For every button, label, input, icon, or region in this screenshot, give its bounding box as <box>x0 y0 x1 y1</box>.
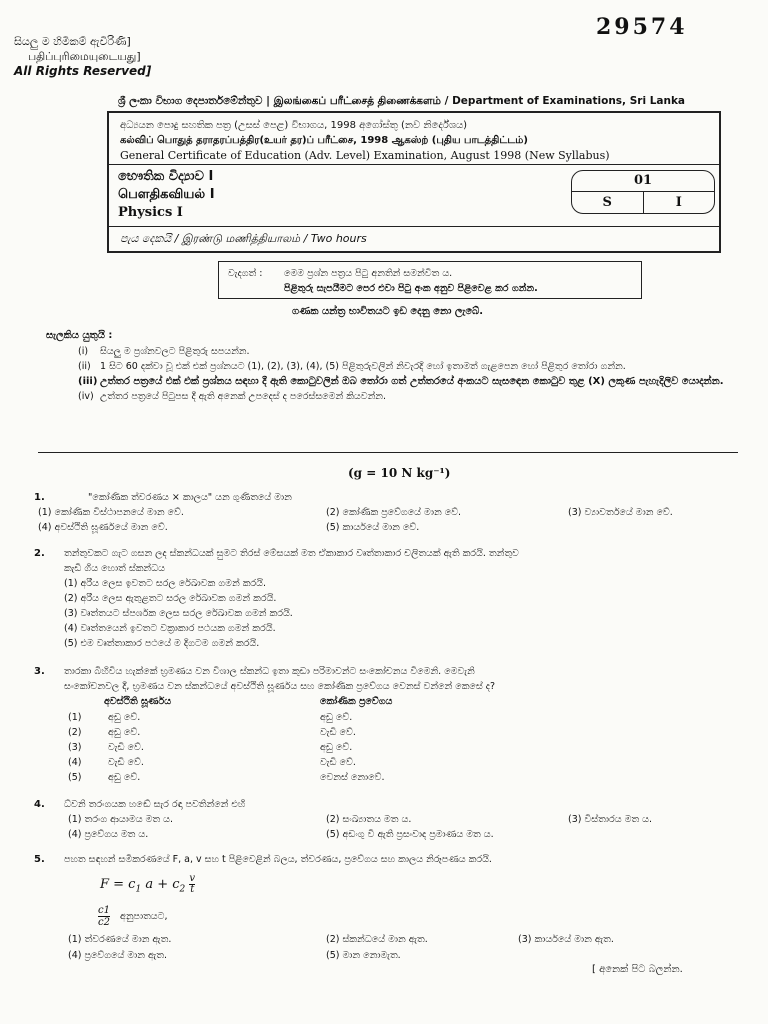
answer-option: (4) අවස්ථිති ඝූර්ණයේ මාන වේ. <box>38 522 168 533</box>
ratio <box>98 905 168 928</box>
ratio-denominator: c2 <box>98 917 110 928</box>
instruction-num: (ii) <box>78 361 91 372</box>
answer-option: (5) එම වෘත්තාකාර පථයේ ම දිගටම ගමන් කරයි. <box>64 638 260 649</box>
instruction-item <box>78 344 738 359</box>
equation-lhs: F = c <box>100 877 136 892</box>
question-number: 3. <box>34 666 45 677</box>
rights-notice <box>14 34 151 79</box>
exam-title-english: General Certificate of Education (Adv. Level) Examination, August 1998 (New Syllabus) <box>120 149 610 162</box>
subject-code-right: I <box>675 195 682 210</box>
question-stem-line-2: සංකෝචනවල දී, භ්‍රමණය වන ස්කන්ධයේ අවස්ථිති ඝූර්ණය සහ කෝණික ප්‍රවේගය වෙනස් වන්නේ කෙසේ ද? <box>64 681 496 692</box>
subject-sinhala: භෞතික විද්‍යාව I <box>118 169 214 184</box>
duration: පැය දෙකයි / இரண்டு மணித்தியாலம் / Two hours <box>120 232 367 245</box>
row-number: (2) <box>68 727 82 738</box>
gravity-value: (g = 10 N kg⁻¹) <box>348 466 451 480</box>
column-header-angular-velocity: කෝණික ප්‍රවේගය <box>320 696 393 707</box>
answer-option: (5) කාර්යයේ මාන වේ. <box>326 522 420 533</box>
subject-english: Physics I <box>118 205 183 220</box>
question-stem: ධ්වනි තරංගයක හඬේ සැර රඳා පවතින්නේ එහි <box>64 799 246 810</box>
note-line-1: මෙම ප්‍රශ්න පත්‍රය පිටු අනතින් සමන්විත ය. <box>284 268 453 279</box>
important-note <box>228 266 538 296</box>
instruction-num: (iv) <box>78 391 94 402</box>
equation-fraction-top: v <box>189 873 196 884</box>
turn-over-note: [ අනෙක් පිට බලන්න. <box>592 964 683 975</box>
calculator-notice: ගණක යන්ත්‍ර භාවිතයට ඉඩ දෙනු නො ලැබේ. <box>292 306 484 317</box>
column-header-moment-of-inertia: අවස්ථිති ඝූර්ණය <box>104 696 172 707</box>
instruction-text: උත්තර පත්‍රයේ එක් එක් ප්‍රශ්නය සඳහා දී ඇති කොටුවලින් ඔබ තෝරා ගත් උත්තරයේ අංකයට සැසඳෙන කොටුව තුළ (X) ලකුණ පැහැදිලිව යොදන්න. <box>100 376 724 387</box>
paper-number: 29574 <box>596 14 688 40</box>
answer-option: (4) වෘත්තයෙන් ඉවතට වක්‍රාකාර පථයක ගමන් කරයි. <box>64 623 276 634</box>
note-line-2: පිළිතුරු සැපයීමට පෙර එවා පිටු අංක අනුව පිළිවෙළ කර ගන්න. <box>284 283 538 294</box>
question-1 <box>34 490 734 535</box>
row-number: (1) <box>68 712 82 723</box>
question-5 <box>34 852 734 867</box>
row-value-a: අඩු වේ. <box>108 772 141 783</box>
instructions-heading: සැලකිය යුතුයි : <box>46 330 113 341</box>
answer-option: (3) වෘත්තයට ස්පර්ශක ලෙස සරල රේඛාවක ගමන් කරයි. <box>64 608 293 619</box>
exam-title <box>120 118 610 163</box>
answer-option: (3) කාර්යයේ මාන ඇත. <box>518 934 614 945</box>
instruction-num: (iii) <box>78 376 98 387</box>
answer-option: (5) අඩංගු වී ඇති ප්‍රසංවාද ප්‍රමාණය මත ය. <box>326 829 494 840</box>
subject-code-number: 01 <box>572 171 714 192</box>
exam-title-sinhala: අධ්‍යයන පොදු සහතික පත්‍ර (උසස් පෙළ) විභාගය, 1998 අගෝස්තු (නව නිර්දේශය) <box>120 120 468 131</box>
question-stem-line-2: කැඩී ගිය හොත් ස්කන්ධය <box>64 563 166 574</box>
instruction-text: 1 සිට 60 දක්වා වූ එක් එක් ප්‍රශ්නයට (1), (2), (3), (4), (5) පිළිතුරුවලින් නිවැරදි හෝ ඉතාමත් ගැළපෙන හෝ පිළිතුර තෝරා ගන්න. <box>100 361 626 372</box>
question-5-options <box>68 932 728 966</box>
answer-option: (1) ත්වරණයේ මාන ඇත. <box>68 934 172 945</box>
answer-option: (4) ප්‍රවේගය මත ය. <box>68 829 149 840</box>
note-label: වැදගත් : <box>228 268 263 279</box>
subject-code-left: S <box>572 192 644 214</box>
question-stem: "කෝණික ත්වරණය × කාලය" යන ගුණිතයේ මාන <box>88 492 292 503</box>
instruction-item <box>78 359 738 374</box>
question-number: 4. <box>34 799 45 810</box>
row-number: (3) <box>68 742 82 753</box>
ratio-numerator: c1 <box>98 905 110 916</box>
instruction-num: (i) <box>78 346 89 357</box>
answer-option: (2) සංඛ්‍යාතය මත ය. <box>326 814 412 825</box>
row-value-b: අඩු වේ. <box>320 742 353 753</box>
ratio-text: අනුපාතයට, <box>119 911 168 922</box>
answer-option: (3) ව්‍යාවර්තයේ මාන වේ. <box>568 507 673 518</box>
answer-option: (2) කෝණික ප්‍රවේගයේ මාන වේ. <box>326 507 462 518</box>
row-number: (4) <box>68 757 82 768</box>
question-3 <box>34 664 734 786</box>
question-4 <box>34 797 734 842</box>
question-2 <box>34 546 734 651</box>
question-stem-line-1: තන්තුවකට ගැට ගසන ලද ස්කන්ධයක් සුමට තිරස් මේසයක් මත ඒකාකාර වෘත්තාකාර චලිතයක් ඇති කරයි. තන්තුව <box>64 548 519 559</box>
row-value-a: වැඩි වේ. <box>108 757 144 768</box>
row-value-b: වෙනස් නොවේ. <box>320 772 385 783</box>
question-number: 1. <box>34 492 45 503</box>
answer-option: (1) අරීය ලෙස ඉවතට සරල රේඛාවක ගමන් කරයි. <box>64 578 267 589</box>
row-value-a: වැඩි වේ. <box>108 742 144 753</box>
subject-code-box <box>571 170 715 214</box>
row-value-b: වැඩි වේ. <box>320 727 356 738</box>
subject-tamil: பௌதிகவியல் I <box>118 187 215 202</box>
row-number: (5) <box>68 772 82 783</box>
row-value-b: වැඩි වේ. <box>320 757 356 768</box>
answer-option: (1) තරංග ආයාමය මත ය. <box>68 814 173 825</box>
question-number: 5. <box>34 854 45 865</box>
duration-divider <box>107 226 721 227</box>
answer-option: (3) විස්තාරය මත ය. <box>568 814 652 825</box>
question-stem: පහත සඳහන් සමීකරණයේ F, a, v සහ t පිළිවෙළින් බලය, ත්වරණය, ප්‍රවේගය සහ කාලය නිරූපණය කරයි. <box>64 854 492 865</box>
department-heading: ශ්‍රී ලංකා විභාග දෙපාර්තමේන්තුව | இலங்கைப் பரீட்சைத் திணைக்களம் / Department of Examinations, Sri Lanka <box>118 95 686 107</box>
equation-middle: a + c <box>145 877 180 892</box>
instruction-text: සියලු ම ප්‍රශ්නවලට පිළිතුරු සපයන්න. <box>100 346 250 357</box>
answer-option: (4) ප්‍රවේගයේ මාන ඇත. <box>68 950 167 961</box>
rights-english: All Rights Reserved] <box>14 64 152 78</box>
equation-fraction-bottom: t <box>190 884 195 895</box>
header-divider <box>107 164 721 165</box>
rights-sinhala: සියලු ම හිමිකම් ඇවිරිණි] <box>14 35 131 48</box>
row-value-a: අඩු වේ. <box>108 712 141 723</box>
answer-option: (2) අරීය ලෙස ඇතුළතට සරල රේඛාවක ගමන් කරයි. <box>64 593 277 604</box>
question-stem-line-1: තාරකා බිහිවිය හැක්කේ භ්‍රමණය වන විශාල ස්කන්ධ ඉතා කුඩා පරිමාවන්ට සංකෝචනය වීමෙනි. මෙවැනි <box>64 666 475 677</box>
instruction-item <box>78 374 738 389</box>
section-divider <box>38 452 738 453</box>
question-number: 2. <box>34 548 45 559</box>
row-value-a: අඩු වේ. <box>108 727 141 738</box>
instruction-item <box>78 389 738 404</box>
exam-title-tamil: கல்விப் பொதுத் தராதரப்பத்திர(உயர் தர)ப் பரீட்சை, 1998 ஆகஸ்ற் (புதிய பாடத்திட்டம்) <box>120 135 528 146</box>
equation: $F = c_1$ $a + c_2$ $\frac{v}{t}$ <box>100 873 196 895</box>
answer-option: (2) ස්කන්ධයේ මාන ඇත. <box>326 934 428 945</box>
instructions-list <box>78 344 738 404</box>
answer-option: (1) කෝණික විස්ථාපනයේ මාන වේ. <box>38 507 184 518</box>
rights-tamil: பதிப்புரிமையுடையது] <box>28 50 141 63</box>
subject-title <box>118 168 215 222</box>
row-value-b: අඩු වේ. <box>320 712 353 723</box>
answer-option: (5) මාන නොමැත. <box>326 950 401 961</box>
instruction-text: උත්තර පත්‍රයේ පිටුපස දී ඇති අනෙක් උපදෙස් ද පරෙස්සමෙන් කියවන්න. <box>100 391 387 402</box>
